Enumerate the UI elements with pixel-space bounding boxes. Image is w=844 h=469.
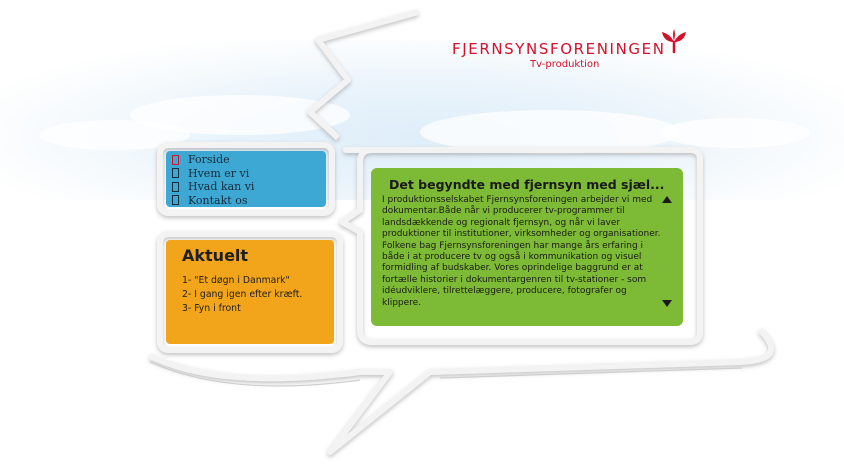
tulip-icon: [660, 28, 688, 54]
bullet-icon: [172, 168, 179, 178]
nav-item-label: Hvad kan vi: [188, 180, 255, 193]
brand-logo[interactable]: [452, 40, 666, 70]
bullet-icon: [172, 182, 179, 192]
triangle-down-icon[interactable]: [662, 300, 672, 307]
news-title: Aktuelt: [182, 246, 249, 265]
nav-item-label: Forside: [188, 153, 230, 166]
nav-item-hvad-kan-vi[interactable]: [172, 180, 326, 194]
bullet-icon: [172, 155, 179, 165]
nav-item-forside[interactable]: [172, 153, 326, 167]
content-panel: [371, 168, 683, 326]
news-panel: [166, 240, 334, 344]
main-navigation: [166, 151, 326, 207]
triangle-up-icon[interactable]: [662, 196, 672, 203]
bullet-icon: [172, 195, 179, 205]
news-item[interactable]: 3- Fyn i front: [182, 303, 241, 314]
nav-item-label: Hvem er vi: [188, 166, 250, 180]
nav-item-hvem-er-vi[interactable]: [172, 167, 326, 181]
nav-item-kontakt-os[interactable]: [172, 194, 326, 208]
brand-name: FJERNSYNSFORENINGEN: [452, 40, 666, 58]
brand-tagline: Tv-produktion: [530, 59, 600, 70]
nav-item-label: Kontakt os: [188, 193, 248, 207]
news-item[interactable]: 2- I gang igen efter kræft.: [182, 289, 303, 300]
content-heading: Det begyndte med fjernsyn med sjæl...: [389, 177, 665, 192]
content-body: I produktionsselskabet Fjernsynsforeningen arbejder vi med dokumentar.Både når vi producerer tv-programmer til landsdækkende og regionalt fjernsyn, og når vi laver produktioner til institutioner, virksomheder og organisationer. Folkene bag Fjernsynsforeningen har mange års erfaring i både i at producere tv og også i kommunikation og visuel formidling af budskaber. Vores oprindelige baggrund er at fortælle historier i dokumentargenren til tv-stationer - som idéudviklere, tilrettelæggere, producere, fotografer og klippere.: [382, 195, 661, 308]
news-item[interactable]: 1- "Et døgn i Danmark": [182, 275, 290, 286]
